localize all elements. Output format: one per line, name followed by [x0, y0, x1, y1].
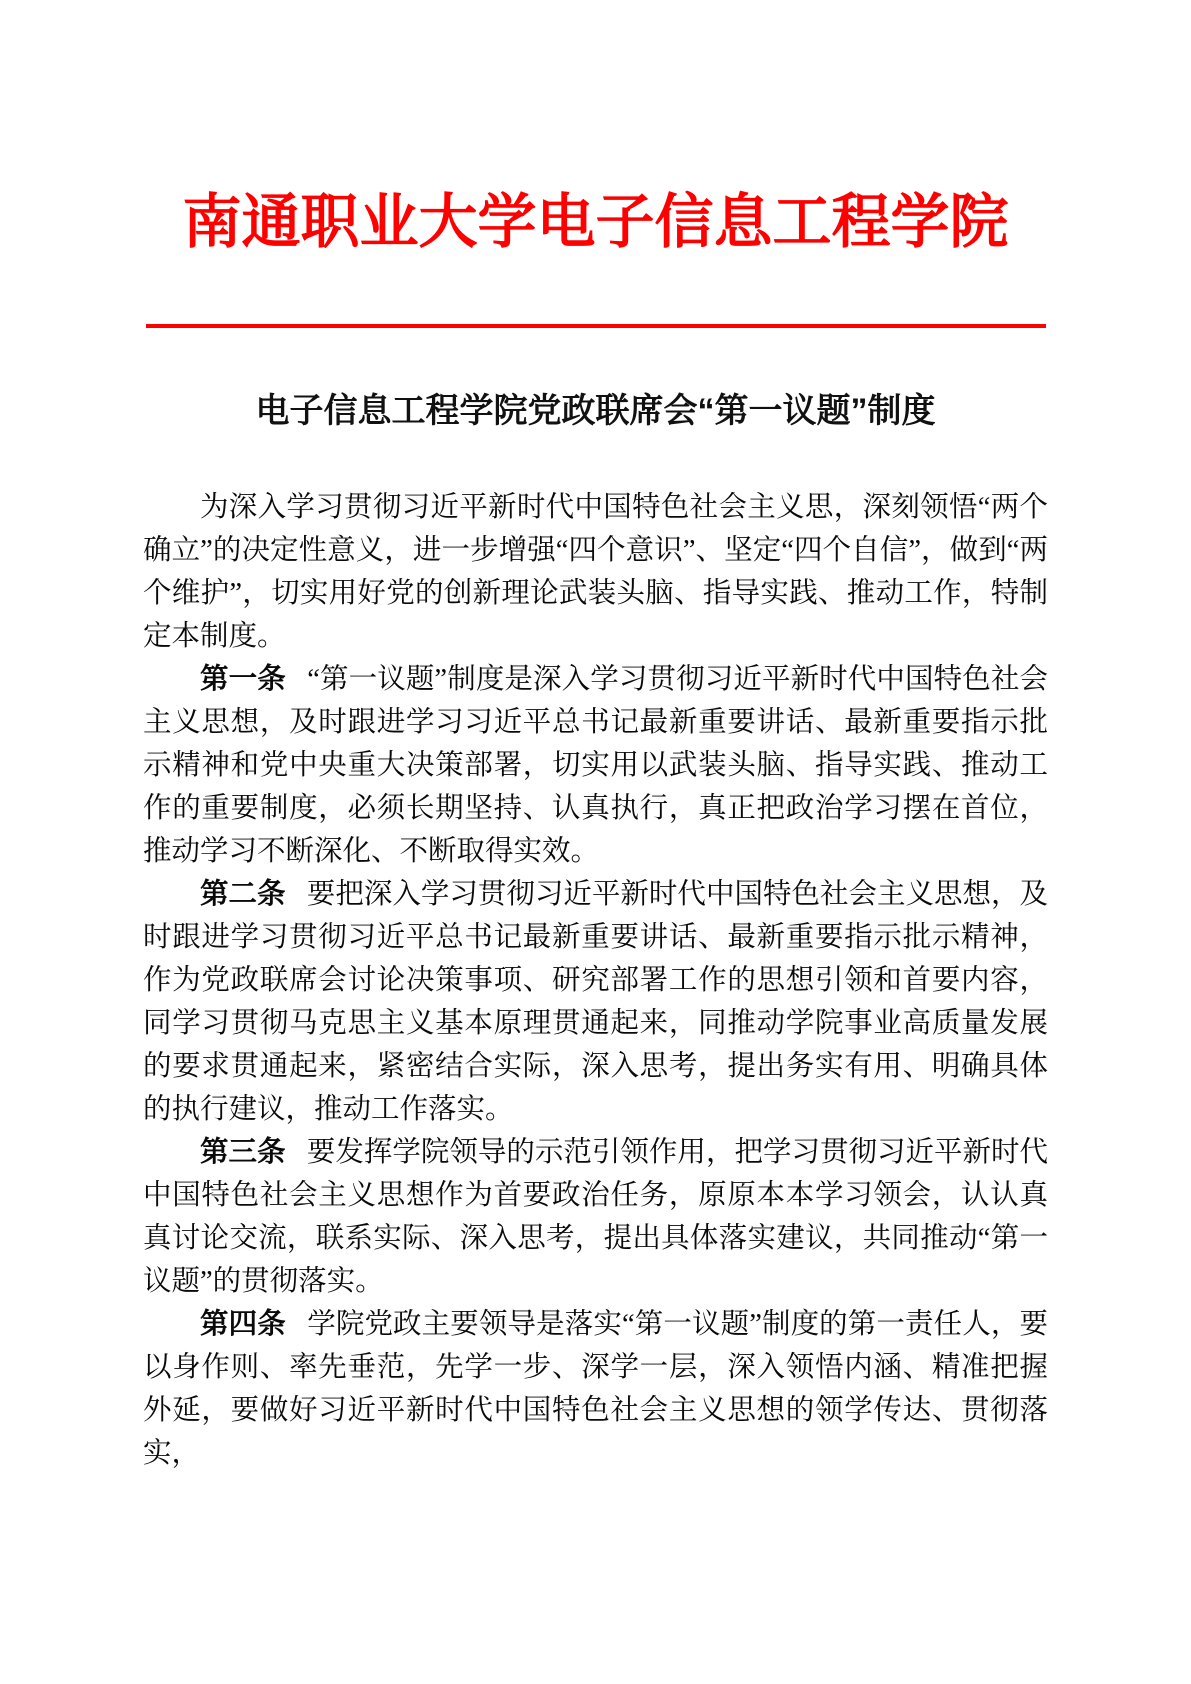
article-4-text: 学院党政主要领导是落实“第一议题”制度的第一责任人，要以身作则、率先垂范，先学一步、深学一层，深入领悟内涵、精准把握外延，要做好习近平新时代中国特色社会主义思想的领学传达、贯彻落实， [143, 1309, 1048, 1470]
paragraph-article-3 [143, 1131, 1048, 1303]
article-1-text: “第一议题”制度是深入学习贯彻习近平新时代中国特色社会主义思想，及时跟进学习习近平总书记最新重要讲话、最新重要指示批示精神和党中央重大决策部署，切实用以武装头脑、指导实践、推动工作的重要制度，必须长期坚持、认真执行，真正把政治学习摆在首位，推动学习不断深化、不断取得实效。 [143, 664, 1048, 868]
article-3-label: 第三条 [200, 1136, 286, 1169]
article-2-label: 第二条 [200, 878, 286, 911]
paragraph-article-4 [143, 1303, 1048, 1475]
letterhead-institution-title: 南通职业大学电子信息工程学院 [182, 189, 1009, 255]
paragraph-article-2 [143, 873, 1048, 1131]
article-3-text: 要发挥学院领导的示范引领作用，把学习贯彻习近平新时代中国特色社会主义思想作为首要政治任务，原原本本学习领会，认认真真讨论交流，联系实际、深入思考，提出具体落实建议，共同推动“第一议题”的贯彻落实。 [143, 1137, 1048, 1298]
paragraph-article-1 [143, 658, 1048, 873]
article-4-label: 第四条 [200, 1308, 286, 1341]
article-2-text: 要把深入学习贯彻习近平新时代中国特色社会主义思想，及时跟进学习贯彻习近平总书记最新重要讲话、最新重要指示批示精神，作为党政联席会讨论决策事项、研究部署工作的思想引领和首要内容，同学习贯彻马克思主义基本原理贯通起来，同推动学院事业高质量发展的要求贯通起来，紧密结合实际，深入思考，提出务实有用、明确具体的执行建议，推动工作落实。 [143, 879, 1048, 1126]
document-title: 电子信息工程学院党政联席会“第一议题”制度 [255, 391, 936, 430]
letterhead-divider-rule [146, 324, 1046, 328]
document-body [143, 486, 1048, 1475]
article-1-label: 第一条 [200, 663, 286, 696]
paragraph-intro-text: 为深入学习贯彻习近平新时代中国特色社会主义思，深刻领悟“两个确立”的决定性意义，进一步增强“四个意识”、坚定“四个自信”，做到“两个维护”，切实用好党的创新理论武装头脑、指导实践、推动工作，特制定本制度。 [143, 492, 1048, 653]
paragraph-intro [143, 486, 1048, 658]
